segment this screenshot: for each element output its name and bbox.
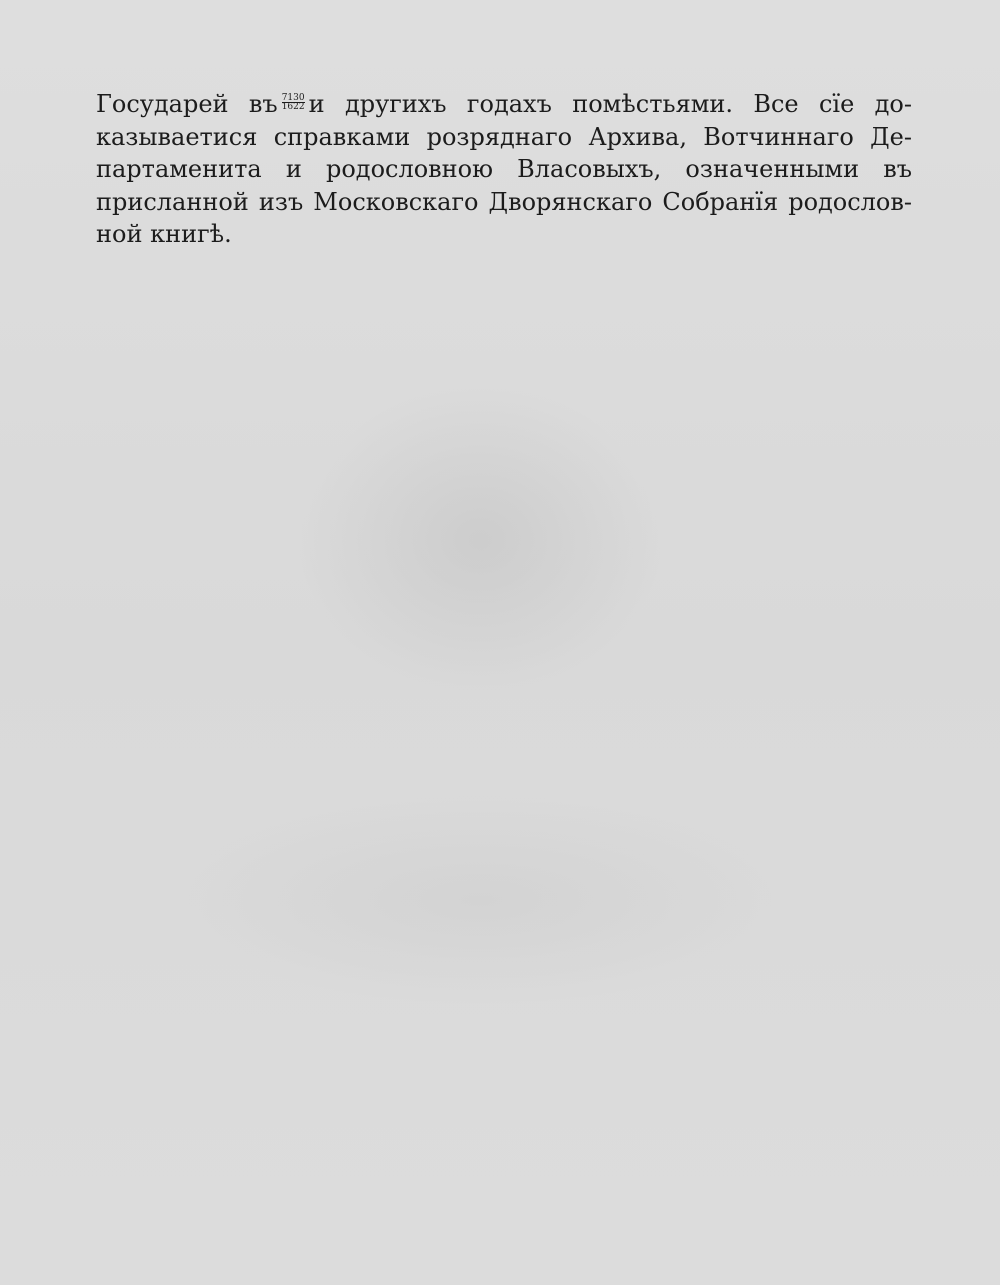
body-text bbox=[96, 88, 912, 251]
text-line-3: партаменита и родословною Власовыхъ, означенными въ bbox=[96, 155, 912, 183]
text-line-5: ной книгѣ. bbox=[96, 220, 232, 248]
text-line-2: казываетися справками розряднаго Архива, Вотчиннаго Де- bbox=[96, 122, 912, 151]
text-fragment: Государей въ bbox=[96, 90, 278, 118]
text-line-4: присланной изъ Московскаго Дворянскаго Собранїя родослов- bbox=[96, 187, 912, 216]
date-fraction bbox=[282, 94, 305, 111]
fraction-numerator: 7130 bbox=[281, 93, 305, 103]
text-fragment: и другихъ годахъ помѣстьями. Все сїе до- bbox=[308, 90, 912, 118]
fraction-denominator: 1622 bbox=[281, 102, 305, 112]
text-line-1 bbox=[96, 88, 912, 121]
